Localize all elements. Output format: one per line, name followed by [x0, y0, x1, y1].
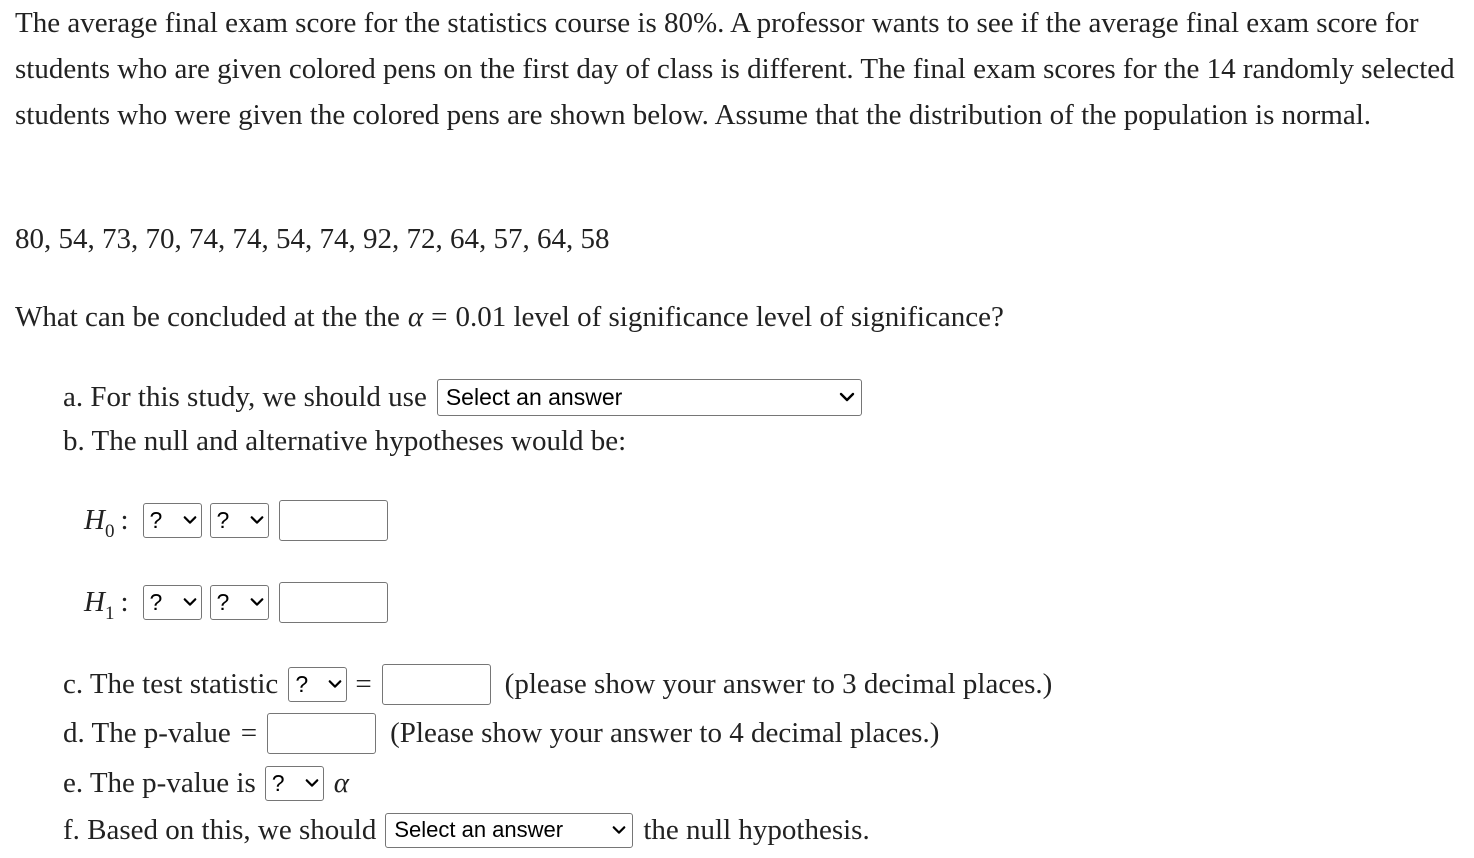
part-e [63, 762, 349, 804]
chevron-down-icon [839, 389, 855, 405]
part-b-label: b. The null and alternative hypotheses would be: [63, 424, 627, 457]
problem-intro: The average final exam score for the statistics course is 80%. A professor wants to see if the average final exam score for students who are given colored pens on the first day of class is different. The final exam scores for the 14 randomly selected students who were given the colored pens are shown below. Assume that the distribution of the population is normal. [15, 7, 1455, 131]
question-equals: = [431, 300, 448, 333]
part-c [63, 663, 1052, 705]
part-d [63, 712, 939, 754]
test-statistic-input[interactable] [382, 664, 491, 705]
h1-operator-select[interactable] [210, 585, 269, 620]
chevron-down-icon [305, 776, 319, 790]
p-value-comparison-select[interactable] [265, 766, 324, 801]
p-value-comparison-select-value: ? [271, 769, 285, 796]
part-c-equals: = [355, 667, 372, 700]
alpha-symbol: α [333, 766, 349, 799]
h0-parameter-select[interactable] [143, 503, 202, 538]
h0-operator-select[interactable] [210, 503, 269, 538]
h1-label [84, 585, 115, 624]
part-b [63, 420, 626, 462]
decision-select[interactable] [385, 813, 633, 848]
part-f-suffix: the null hypothesis. [643, 813, 870, 846]
h0-operator-select-value: ? [216, 506, 230, 533]
part-f [63, 809, 870, 851]
h1-parameter-select-value: ? [149, 588, 163, 615]
study-type-select-value: Select an answer [445, 383, 623, 410]
h1-colon: : [120, 585, 129, 618]
chevron-down-icon [612, 823, 626, 837]
decision-select-value: Select an answer [394, 817, 564, 842]
test-statistic-type-select-value: ? [295, 670, 309, 697]
part-e-label: e. The p-value is [63, 766, 256, 799]
p-value-input[interactable] [267, 713, 376, 754]
h0-label [84, 503, 115, 542]
data-values: 80, 54, 73, 70, 74, 74, 54, 74, 92, 72, 64, 57, 64, 58 [15, 223, 610, 255]
part-c-note: (please show your answer to 3 decimal places.) [504, 667, 1053, 700]
h1-row [84, 581, 388, 623]
part-d-label: d. The p-value [63, 716, 231, 749]
chevron-down-icon [250, 513, 264, 527]
part-f-label: f. Based on this, we should [63, 813, 377, 846]
chevron-down-icon [183, 595, 197, 609]
h0-colon: : [120, 503, 129, 536]
question-prefix: What can be concluded at the the [15, 300, 400, 333]
chevron-down-icon [250, 595, 264, 609]
question-suffix: 0.01 level of significance level of significance? [455, 300, 1004, 333]
part-c-label: c. The test statistic [63, 667, 279, 700]
test-statistic-type-select[interactable] [288, 667, 347, 702]
chevron-down-icon [183, 513, 197, 527]
h1-operator-select-value: ? [216, 588, 230, 615]
h1-value-input[interactable] [279, 582, 388, 623]
h1-subscript: 1 [104, 602, 115, 624]
study-type-select[interactable] [437, 379, 862, 416]
part-d-note: (Please show your answer to 4 decimal places.) [390, 716, 940, 749]
h0-subscript: 0 [104, 520, 115, 542]
part-a-label: a. For this study, we should use [63, 380, 427, 413]
part-a [63, 376, 862, 418]
h0-parameter-select-value: ? [149, 506, 163, 533]
h0-letter: H [84, 503, 105, 536]
part-d-equals: = [240, 716, 258, 749]
h0-row [84, 499, 388, 541]
alpha-symbol: α [407, 300, 424, 333]
significance-question [15, 296, 1004, 338]
h1-letter: H [84, 585, 105, 618]
h0-value-input[interactable] [279, 500, 388, 541]
h1-parameter-select[interactable] [143, 585, 202, 620]
chevron-down-icon [328, 677, 342, 691]
